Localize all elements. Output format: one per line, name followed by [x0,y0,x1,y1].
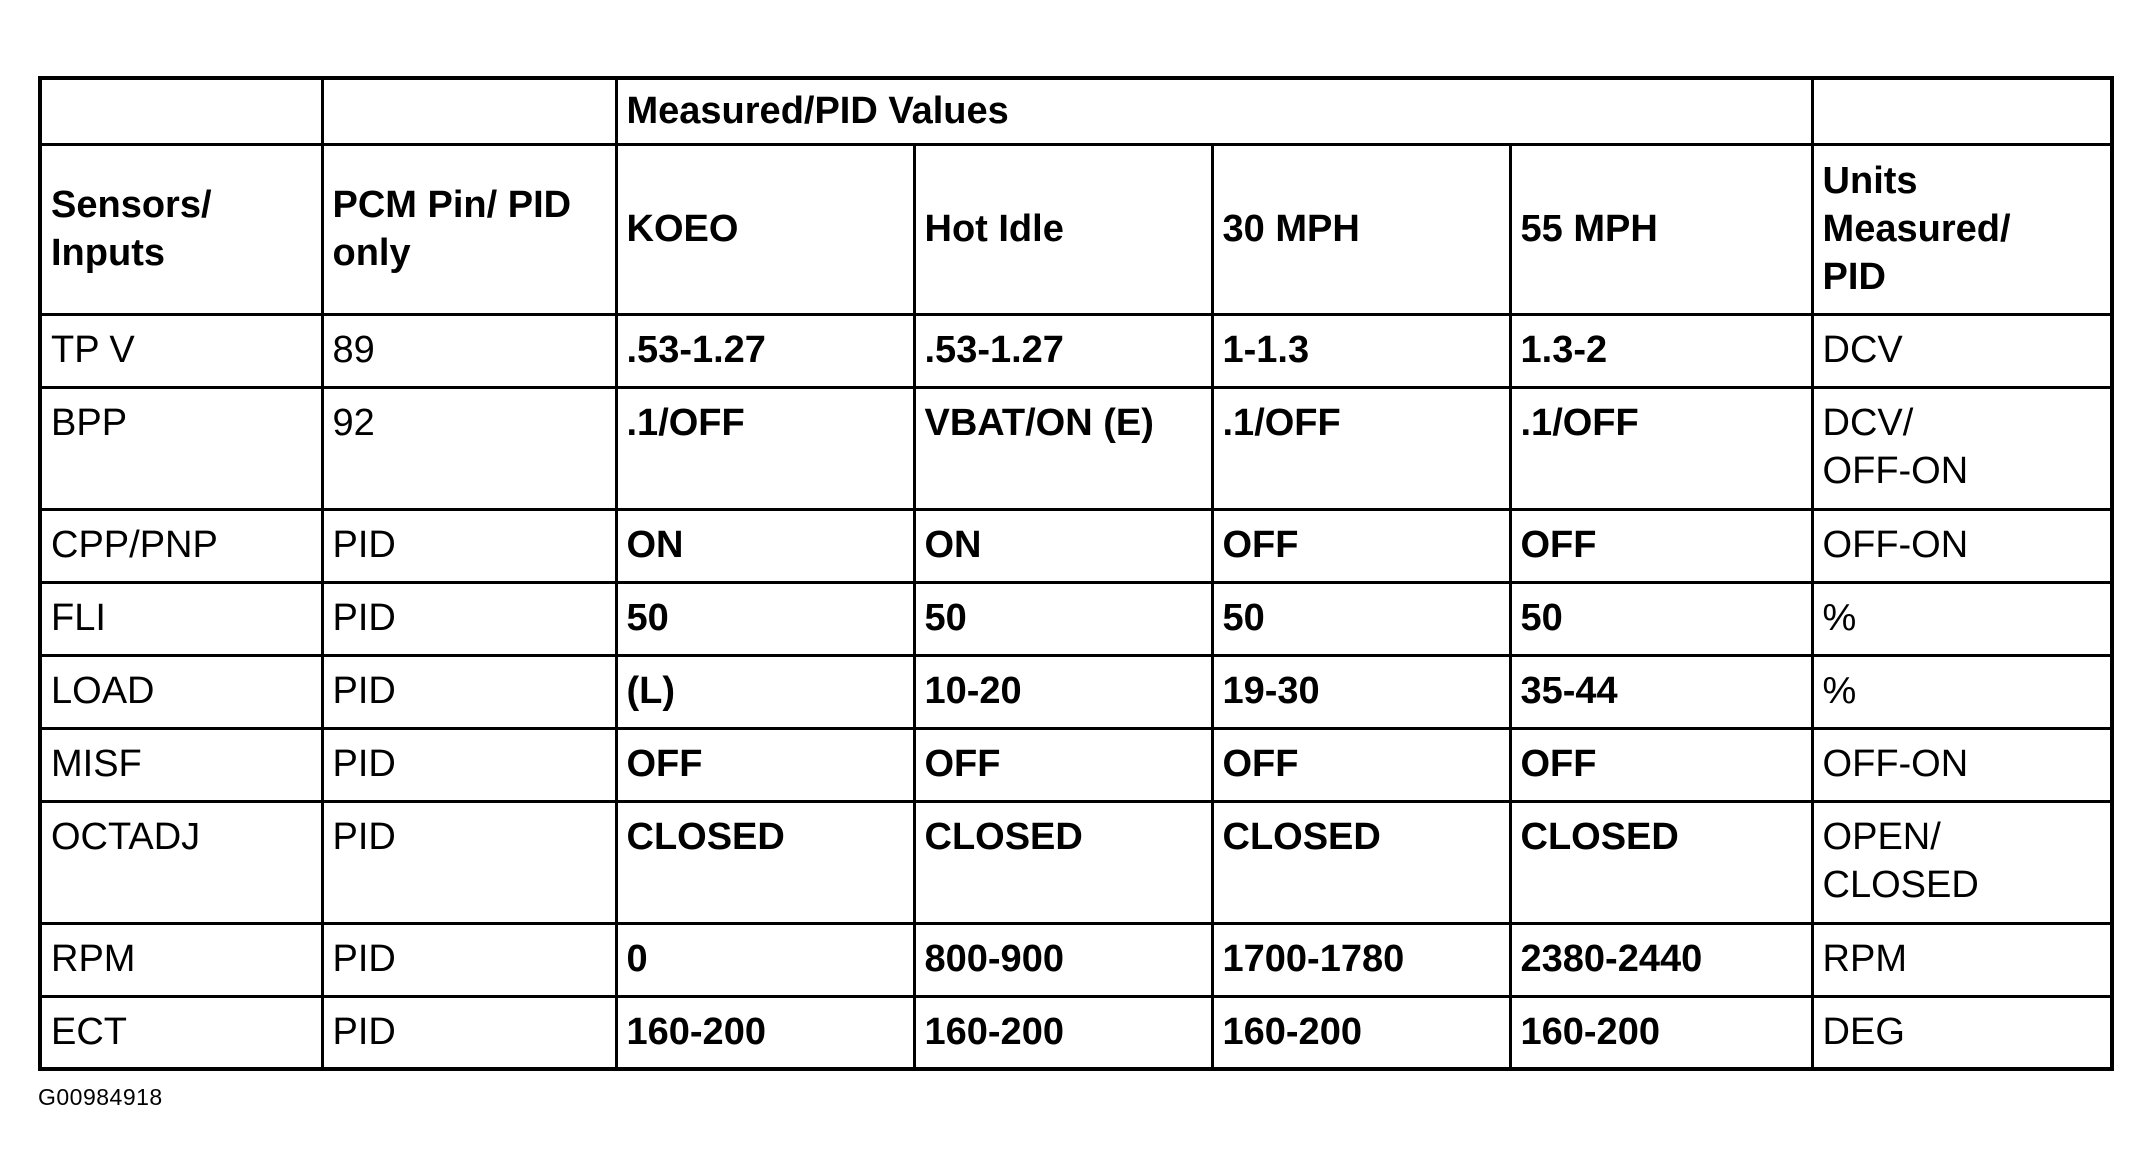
mph55-cell: 1.3-2 [1510,314,1812,387]
koeo-cell: 160-200 [616,996,914,1069]
mph55-cell: 35-44 [1510,655,1812,728]
koeo-cell: 0 [616,923,914,996]
units-cell: OPEN/ CLOSED [1812,801,2112,923]
mph55-cell: 160-200 [1510,996,1812,1069]
mph30-cell: 19-30 [1212,655,1510,728]
hot-idle-cell: 800-900 [914,923,1212,996]
hot-idle-cell: ON [914,509,1212,582]
units-cell: DEG [1812,996,2112,1069]
sensor-cell: MISF [40,728,322,801]
hot-idle-cell: .53-1.27 [914,314,1212,387]
table-row [40,582,2112,655]
koeo-header: KOEO [616,144,914,314]
table-row [40,728,2112,801]
koeo-cell: CLOSED [616,801,914,923]
pin-cell: PID [322,728,616,801]
hot-idle-header: Hot Idle [914,144,1212,314]
mph55-cell: .1/OFF [1510,387,1812,509]
koeo-cell: .53-1.27 [616,314,914,387]
blank-header-cell [322,78,616,144]
hot-idle-cell: 10-20 [914,655,1212,728]
sensor-cell: OCTADJ [40,801,322,923]
mph30-cell: OFF [1212,509,1510,582]
sensor-cell: TP V [40,314,322,387]
units-cell: DCV/ OFF-ON [1812,387,2112,509]
table-row [40,801,2112,923]
figure-id-label: G00984918 [38,1084,163,1110]
pid-values-figure [38,76,2110,1071]
mph30-cell: 160-200 [1212,996,1510,1069]
mph55-cell: 2380-2440 [1510,923,1812,996]
mph55-header: 55 MPH [1510,144,1812,314]
mph55-cell: OFF [1510,509,1812,582]
pid-values-table [38,76,2114,1071]
units-cell: OFF-ON [1812,509,2112,582]
table-row [40,314,2112,387]
koeo-cell: (L) [616,655,914,728]
table-row [40,923,2112,996]
pin-cell: PID [322,582,616,655]
sensor-cell: CPP/PNP [40,509,322,582]
units-cell: % [1812,655,2112,728]
mph30-header: 30 MPH [1212,144,1510,314]
mph30-cell: CLOSED [1212,801,1510,923]
pin-cell: PID [322,509,616,582]
mph30-cell: 1700-1780 [1212,923,1510,996]
sensor-cell: BPP [40,387,322,509]
measured-values-group-header: Measured/PID Values [616,78,1812,144]
blank-units-header-cell [1812,78,2112,144]
mph30-cell: .1/OFF [1212,387,1510,509]
mph30-cell: 1-1.3 [1212,314,1510,387]
koeo-cell: .1/OFF [616,387,914,509]
pcm-pin-header: PCM Pin/ PID only [322,144,616,314]
pin-cell: 92 [322,387,616,509]
sensors-header: Sensors/ Inputs [40,144,322,314]
mph30-cell: OFF [1212,728,1510,801]
table-row [40,387,2112,509]
koeo-cell: OFF [616,728,914,801]
units-cell: OFF-ON [1812,728,2112,801]
mph30-cell: 50 [1212,582,1510,655]
koeo-cell: ON [616,509,914,582]
table-row [40,996,2112,1069]
hot-idle-cell: 160-200 [914,996,1212,1069]
hot-idle-cell: OFF [914,728,1212,801]
sensor-cell: LOAD [40,655,322,728]
sensor-cell: RPM [40,923,322,996]
column-header-row [40,144,2112,314]
hot-idle-cell: VBAT/ON (E) [914,387,1212,509]
mph55-cell: OFF [1510,728,1812,801]
pin-cell: PID [322,996,616,1069]
group-header-row [40,78,2112,144]
koeo-cell: 50 [616,582,914,655]
pin-cell: PID [322,923,616,996]
sensor-cell: ECT [40,996,322,1069]
units-cell: DCV [1812,314,2112,387]
blank-corner-cell [40,78,322,144]
hot-idle-cell: 50 [914,582,1212,655]
pin-cell: PID [322,655,616,728]
pin-cell: PID [322,801,616,923]
mph55-cell: CLOSED [1510,801,1812,923]
mph55-cell: 50 [1510,582,1812,655]
hot-idle-cell: CLOSED [914,801,1212,923]
units-header: Units Measured/ PID [1812,144,2112,314]
table-row [40,509,2112,582]
pin-cell: 89 [322,314,616,387]
table-row [40,655,2112,728]
sensor-cell: FLI [40,582,322,655]
units-cell: % [1812,582,2112,655]
units-cell: RPM [1812,923,2112,996]
